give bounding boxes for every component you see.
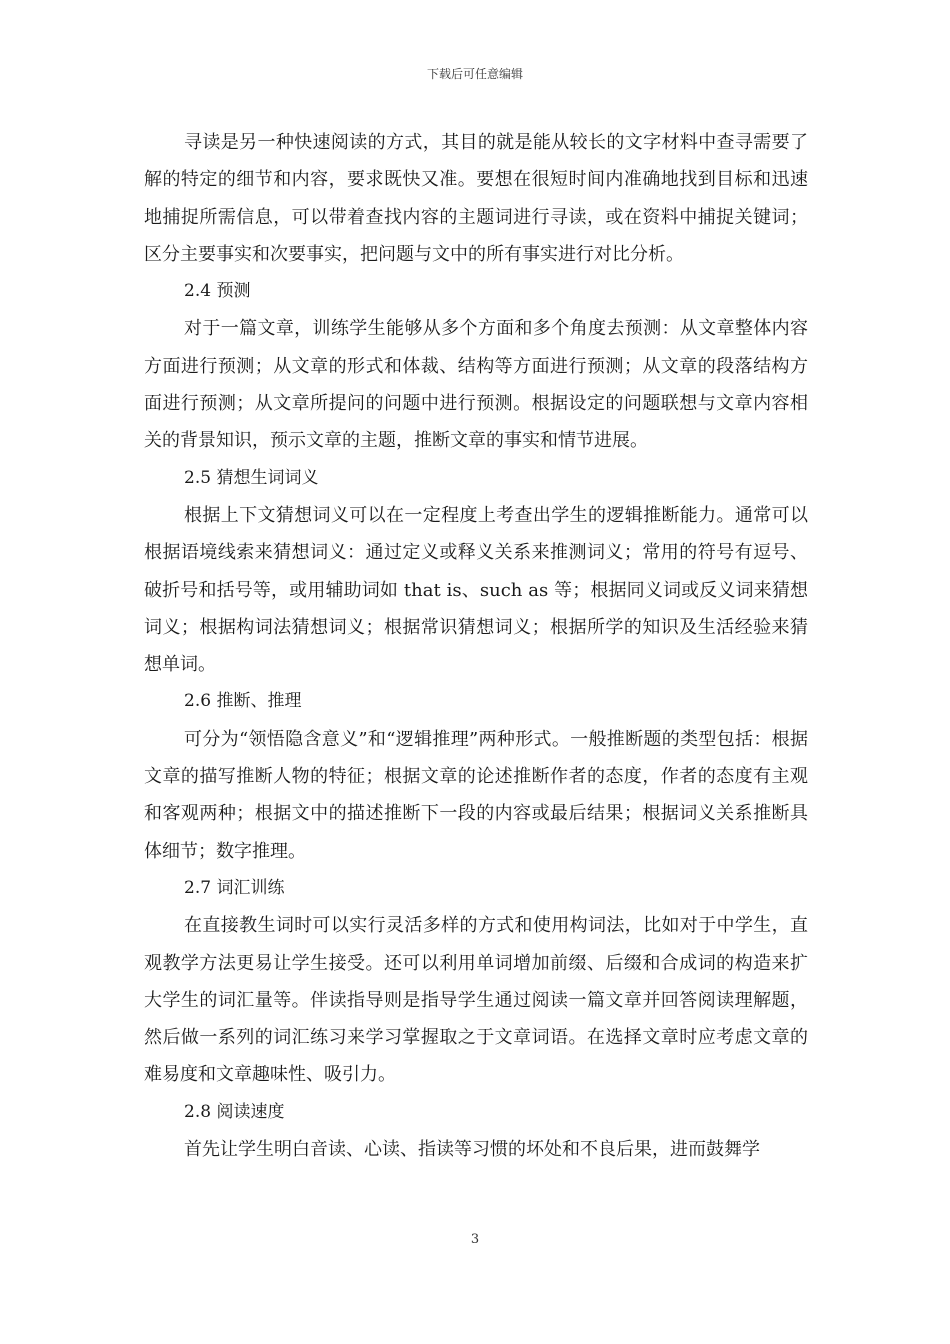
page-header: 下载后可任意编辑 <box>426 67 523 81</box>
section-heading: 2.4 预测 <box>184 281 251 302</box>
body-paragraph: 可分为“领悟隐含意义”和“逻辑推理”两种形式。一般推断题的类型包括：根据文章的描写推断人物的特征；根据文章的论述推断作者的态度，作者的态度有主观和客观两种；根据文中的描述推断下一段的内容或最后结果；根据词义关系推断具体细节；数字推理。 <box>144 728 808 862</box>
body-paragraph: 根据上下文猜想词义可以在一定程度上考查出学生的逻辑推断能力。通常可以根据语境线索来猜想词义：通过定义或释义关系来推测词义；常用的符号有逗号、破折号和括号等，或用辅助词如 that is、such as 等；根据同义词或反义词来猜想词义；根据构词法猜想词义；根据常识猜想词义；根据所学的知识及生活经验来猜想单词。 <box>144 504 808 676</box>
body-paragraph: 首先让学生明白音读、心读、指读等习惯的坏处和不良后果，进而鼓舞学 <box>184 1139 760 1161</box>
section-heading: 2.5 猜想生词词义 <box>184 467 319 488</box>
document-body <box>144 124 808 1168</box>
section-heading: 2.7 词汇训练 <box>184 877 285 898</box>
body-paragraph: 对于一篇文章，训练学生能够从多个方面和多个角度去预测：从文章整体内容方面进行预测；从文章的形式和体裁、结构等方面进行预测；从文章的段落结构方面进行预测；从文章所提问的问题中进行预测。根据设定的问题联想与文章内容相关的背景知识，预示文章的主题，推断文章的事实和情节进展。 <box>144 318 808 452</box>
section-heading: 2.8 阅读速度 <box>184 1101 285 1122</box>
body-paragraph: 寻读是另一种快速阅读的方式，其目的就是能从较长的文字材料中查寻需要了解的特定的细节和内容，要求既快又准。要想在很短时间内准确地找到目标和迅速地捕捉所需信息，可以带着查找内容的主题词进行寻读，或在资料中捕捉关键词；区分主要事实和次要事实，把问题与文中的所有事实进行对比分析。 <box>144 132 808 265</box>
section-heading: 2.6 推断、推理 <box>184 691 302 712</box>
page-number: 3 <box>470 1232 480 1247</box>
body-paragraph: 在直接教生词时可以实行灵活多样的方式和使用构词法，比如对于中学生，直观教学方法更易让学生接受。还可以利用单词增加前缀、后缀和合成词的构造来扩大学生的词汇量等。伴读指导则是指导学生通过阅读一篇文章并回答阅读理解题，然后做一系列的词汇练习来学习掌握取之于文章词语。在选择文章时应考虑文章的难易度和文章趣味性、吸引力。 <box>144 915 808 1086</box>
